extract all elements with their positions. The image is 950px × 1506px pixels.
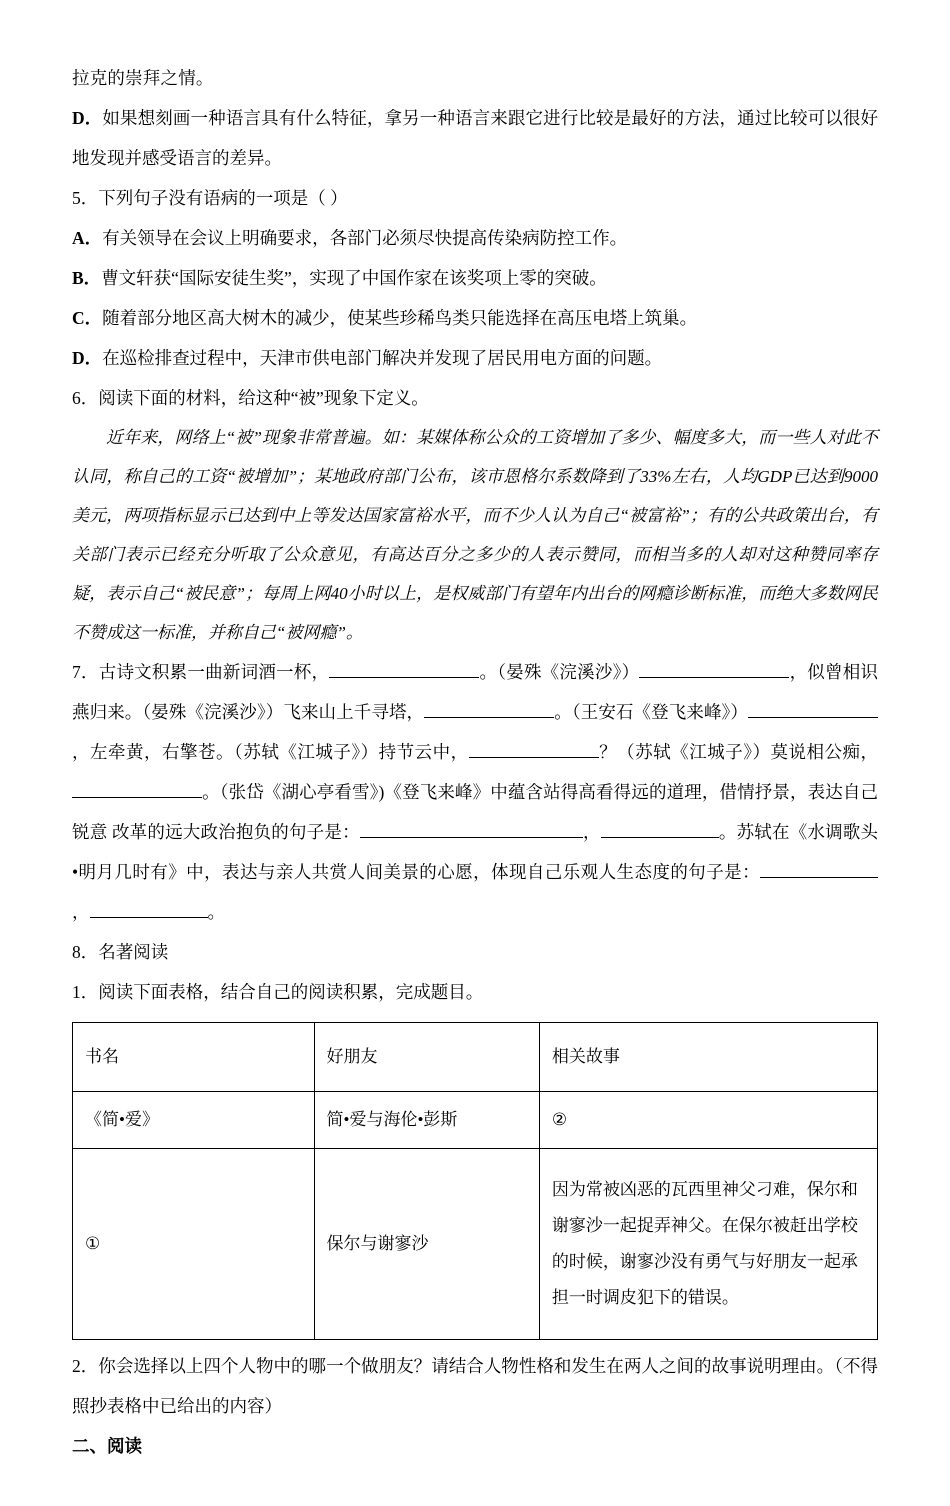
table-row bbox=[73, 1092, 878, 1149]
question-6-number: 6． bbox=[72, 388, 99, 408]
answer-blank[interactable] bbox=[748, 717, 878, 718]
option-letter: D． bbox=[72, 348, 103, 368]
q7-part-8: 。苏轼在《水调歌头•明月几时有》中，表达与亲人共赏人间美景的心愿，体现自己乐观人生态度的句子是： bbox=[72, 822, 879, 882]
answer-blank[interactable] bbox=[601, 837, 719, 838]
cell-book-1: 《简•爱》 bbox=[73, 1092, 315, 1149]
question-6-text: 阅读下面的材料，给这种“被”现象下定义。 bbox=[98, 388, 429, 408]
option-text: 曹文轩获“国际安徒生奖”，实现了中国作家在该奖项上零的突破。 bbox=[101, 268, 607, 288]
answer-blank[interactable] bbox=[72, 797, 202, 798]
question-6-stem bbox=[72, 378, 878, 418]
option-text: 在巡检排查过程中，天津市供电部门解决并发现了居民用电方面的问题。 bbox=[102, 348, 663, 368]
question-8-text: 名著阅读 bbox=[98, 942, 169, 962]
q7-part-3: 。（王安石《登飞来峰》） bbox=[554, 702, 749, 722]
answer-blank[interactable] bbox=[360, 837, 478, 838]
question-5-number: 5． bbox=[72, 188, 99, 208]
question-5-text: 下列句子没有语病的一项是（ ） bbox=[98, 188, 348, 208]
option-letter: A． bbox=[72, 228, 103, 248]
cell-friend-2: 保尔与谢寥沙 bbox=[314, 1149, 539, 1340]
question-5-option-c bbox=[72, 298, 878, 338]
question-8-number: 8． bbox=[72, 942, 99, 962]
book-friends-table bbox=[72, 1022, 878, 1340]
question-8-sub2 bbox=[72, 1346, 878, 1426]
q7-part-10: 。 bbox=[207, 902, 225, 922]
answer-blank[interactable] bbox=[760, 877, 878, 878]
q7-part-9: ， bbox=[72, 902, 90, 922]
section-heading-2: 二、阅读 bbox=[72, 1436, 142, 1456]
q7-part-5: ？（苏轼《江城子》）莫说相公痴， bbox=[598, 742, 879, 762]
option-letter: D． bbox=[72, 108, 103, 128]
answer-blank[interactable] bbox=[329, 677, 479, 678]
question-5-option-a bbox=[72, 218, 878, 258]
answer-blank[interactable] bbox=[478, 837, 583, 838]
sub-question-2-text: 你会选择以上四个人物中的哪一个做朋友？请结合人物性格和发生在两人之间的故事说明理由。（不得照抄表格中已给出的内容） bbox=[72, 1356, 878, 1416]
top-fragment: 拉克的崇拜之情。 bbox=[72, 68, 214, 88]
q7-part-6: 。（张岱《湖心亭看雪》)《登飞来峰》中蕴含站得高看得远的道理，借情抒景，表达自己锐意 改革的远大政治抱负的句子是： bbox=[72, 782, 878, 842]
q7-part-1: 。（晏殊《浣溪沙》） bbox=[479, 662, 640, 682]
cell-story-1: ② bbox=[539, 1092, 877, 1149]
cell-story-2: 因为常被凶恶的瓦西里神父刁难，保尔和谢寥沙一起捉弄神父。在保尔被赶出学校的时候，谢寥沙没有勇气与好朋友一起承担一时调皮犯下的错误。 bbox=[539, 1149, 877, 1340]
sub-question-2-number: 2． bbox=[72, 1356, 99, 1376]
question-7 bbox=[72, 652, 878, 932]
option-letter: C． bbox=[72, 308, 103, 328]
cell-friend-1: 简•爱与海伦•彭斯 bbox=[314, 1092, 539, 1149]
q7-part-2: ，似曾相识燕归来。（晏殊《浣溪沙》）飞来山上千寻塔， bbox=[72, 662, 879, 722]
table-header-story: 相关故事 bbox=[539, 1023, 877, 1092]
question-6-material: 近年来，网络上“被”现象非常普遍。如：某媒体称公众的工资增加了多少、幅度多大，而一些人对此不认同，称自己的工资“被增加”；某地政府部门公布，该市恩格尔系数降到了33%左右，人均GDP已达到9000美元，两项指标显示已达到中上等发达国家富裕水平，而不少人认为自己“被富裕”；有的公共政策出台，有关部门表示已经充分听取了公众意见，有高达百分之多少的人表示赞同，而相当多的人却对这种赞同率存疑，表示自己“被民意”；每周上网40小时以上，是权威部门有望年内出台的网瘾诊断标准，而绝大多数网民不赞成这一标准，并称自己“被网瘾”。 bbox=[72, 428, 878, 642]
question-7-number: 7． bbox=[72, 662, 99, 682]
question-8-title bbox=[72, 932, 878, 972]
question-5-option-d bbox=[72, 338, 878, 378]
question-4-option-d bbox=[72, 98, 878, 178]
question-5-option-b bbox=[72, 258, 878, 298]
answer-blank[interactable] bbox=[469, 757, 599, 758]
cell-book-2: ① bbox=[73, 1149, 315, 1340]
table-header-friend: 好朋友 bbox=[314, 1023, 539, 1092]
table-header-book: 书名 bbox=[73, 1023, 315, 1092]
table-row bbox=[73, 1149, 878, 1340]
option-text: 随着部分地区高大树木的减少，使某些珍稀鸟类只能选择在高压电塔上筑巢。 bbox=[102, 308, 698, 328]
q7-part-0: 古诗文积累一曲新词酒一杯， bbox=[98, 662, 330, 682]
answer-blank[interactable] bbox=[90, 917, 208, 918]
q7-part-4: ，左牵黄，右擎苍。（苏轼《江城子》）持节云中， bbox=[72, 742, 469, 762]
option-text: 如果想刻画一种语言具有什么特征，拿另一种语言来跟它进行比较是最好的方法，通过比较可以很好地发现并感受语言的差异。 bbox=[72, 108, 879, 168]
sub-question-1-text: 阅读下面表格，结合自己的阅读积累，完成题目。 bbox=[98, 982, 484, 1002]
answer-blank[interactable] bbox=[639, 677, 789, 678]
q7-part-7: ， bbox=[582, 822, 601, 842]
option-text: 有关领导在会议上明确要求，各部门必须尽快提高传染病防控工作。 bbox=[102, 228, 628, 248]
option-letter: B． bbox=[72, 268, 102, 288]
question-8-sub1 bbox=[72, 972, 878, 1012]
sub-question-1-number: 1． bbox=[72, 982, 99, 1002]
table-header-row bbox=[73, 1023, 878, 1092]
answer-blank[interactable] bbox=[424, 717, 554, 718]
question-5-stem bbox=[72, 178, 878, 218]
